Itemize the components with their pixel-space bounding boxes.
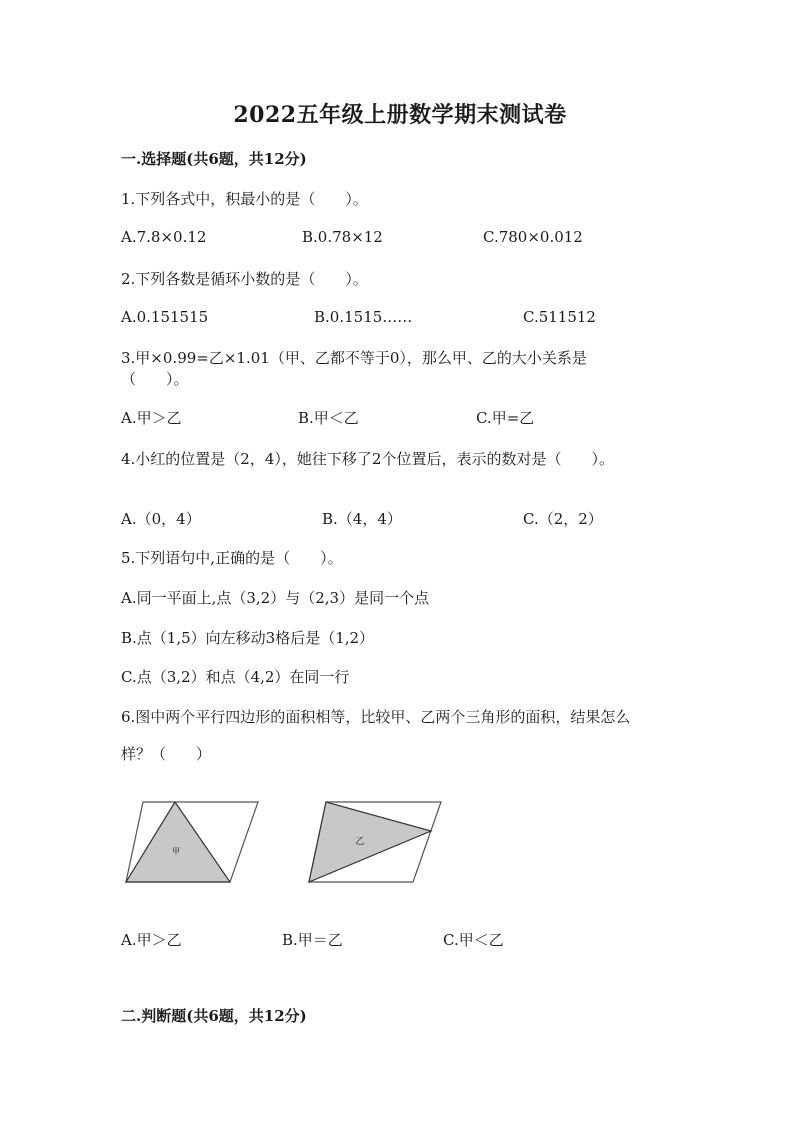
- question-6-option-c: C.甲＜乙: [443, 931, 504, 949]
- question-2-option-a: A.0.151515: [121, 308, 209, 326]
- triangle-jia-label: 甲: [172, 847, 180, 856]
- question-5-option-b: B.点（1,5）向左移动3格后是（1,2）: [121, 629, 375, 647]
- question-3-option-c: C.甲=乙: [476, 409, 535, 427]
- question-4-option-a: A.（0，4）: [121, 510, 201, 528]
- question-5-option-a: A.同一平面上,点（3,2）与（2,3）是同一个点: [121, 589, 430, 607]
- page-title: 2022五年级上册数学期末测试卷: [233, 102, 567, 128]
- question-1-option-c: C.780×0.012: [483, 228, 583, 246]
- question-4-option-b: B.（4，4）: [322, 510, 402, 528]
- question-6-stem-line1: 6.图中两个平行四边形的面积相等，比较甲、乙两个三角形的面积，结果怎么: [121, 708, 631, 726]
- question-4-option-c: C.（2，2）: [523, 510, 603, 528]
- question-1-option-a: A.7.8×0.12: [121, 228, 207, 246]
- question-1-option-b: B.0.78×12: [302, 228, 383, 246]
- question-1-stem: 1.下列各式中，积最小的是（ ）。: [121, 190, 368, 208]
- section-heading-judgement: 二.判断题(共6题，共12分): [121, 1007, 307, 1025]
- question-6-option-b: B.甲＝乙: [282, 931, 343, 949]
- question-3-option-a: A.甲＞乙: [121, 409, 182, 427]
- parallelogram-yi: [309, 802, 441, 882]
- question-2-option-b: B.0.1515……: [314, 308, 413, 326]
- parallelogram-triangles-figure: [118, 796, 448, 888]
- parallelogram-jia: [126, 802, 258, 882]
- question-2-option-c: C.511512: [523, 308, 596, 326]
- question-5-option-c: C.点（3,2）和点（4,2）在同一行: [121, 668, 350, 686]
- question-6-stem-line2: 样？（ ）: [121, 745, 212, 763]
- section-heading-choice: 一.选择题(共6题，共12分): [121, 150, 307, 168]
- question-4-stem: 4.小红的位置是（2，4），她往下移了2个位置后，表示的数对是（ ）。: [121, 450, 614, 468]
- question-5-stem: 5.下列语句中,正确的是（ ）。: [121, 549, 343, 567]
- question-6-option-a: A.甲＞乙: [121, 931, 182, 949]
- triangle-yi-label: 乙: [355, 837, 365, 847]
- question-3-stem-line1: 3.甲×0.99=乙×1.01（甲、乙都不等于0），那么甲、乙的大小关系是: [121, 349, 587, 367]
- question-3-stem-line2: （ ）。: [121, 370, 189, 388]
- question-3-option-b: B.甲＜乙: [298, 409, 359, 427]
- question-2-stem: 2.下列各数是循环小数的是（ ）。: [121, 270, 368, 288]
